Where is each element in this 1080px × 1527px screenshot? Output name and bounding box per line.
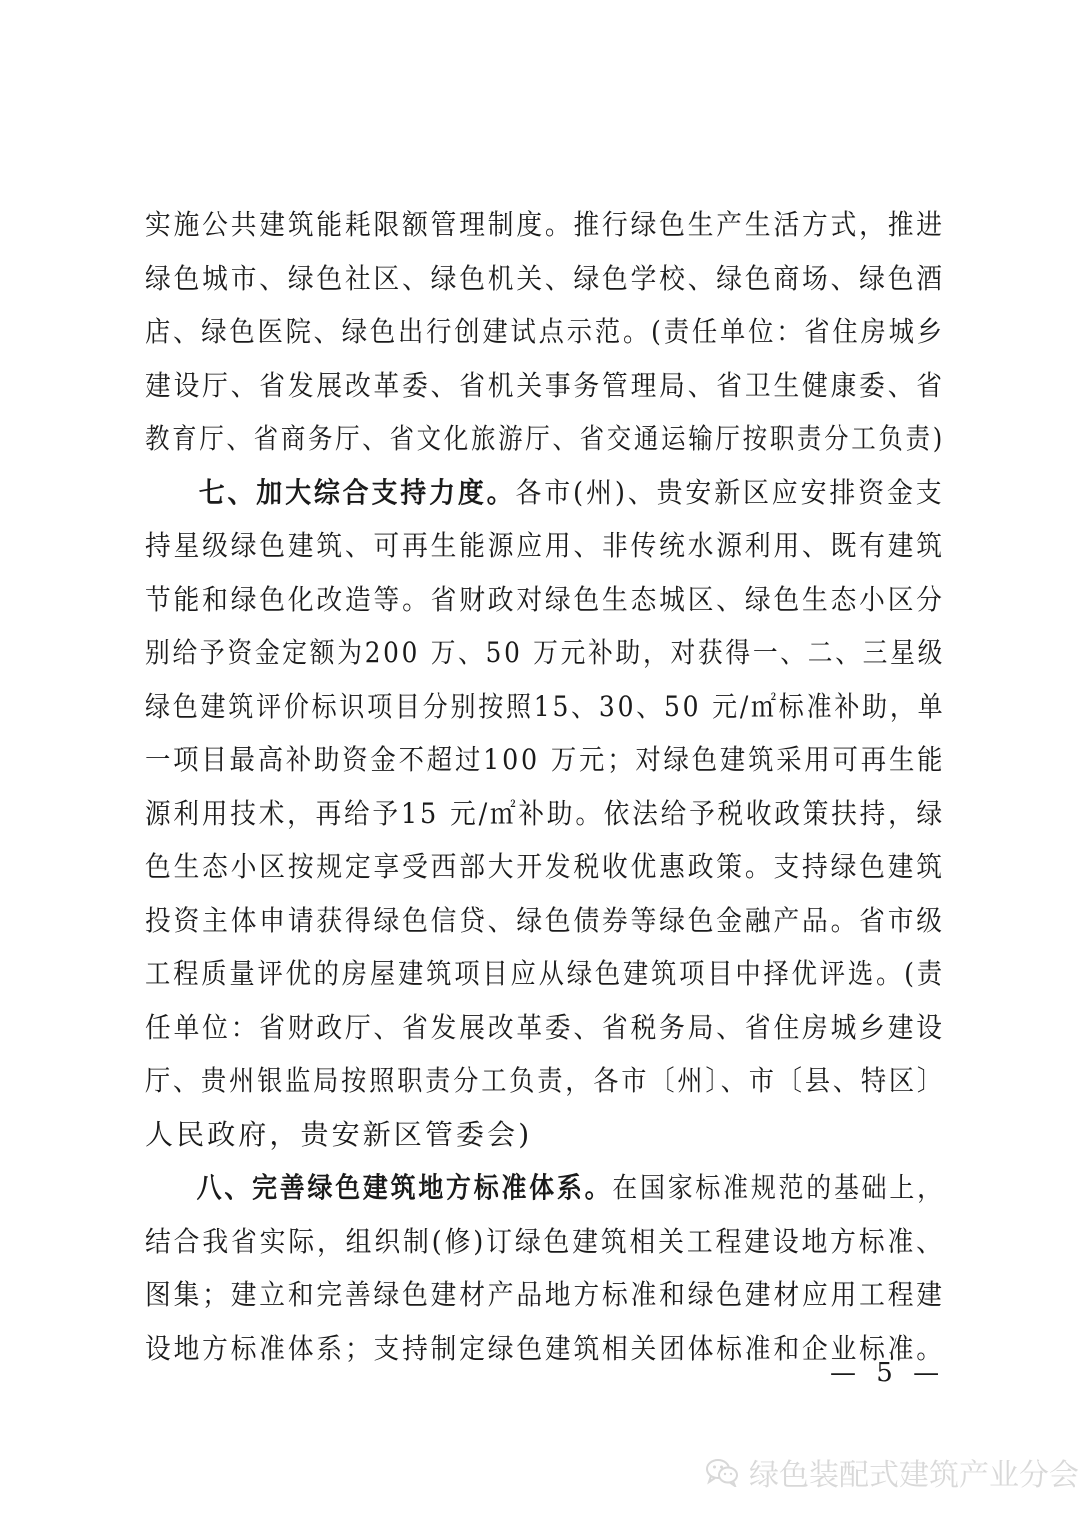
text-segment: 工程质量评优的房屋建筑项目应从绿色建筑项目中择优评选。(责 xyxy=(145,957,945,990)
text-segment: 源利用技术，再给予15 元/㎡补助。依法给予税收政策扶持，绿 xyxy=(145,796,945,830)
text-line xyxy=(145,252,945,306)
page-number: — 5 — xyxy=(830,1358,946,1388)
text-segment: 建设厅、省发展改革委、省机关事务管理局、省卫生健康委、省 xyxy=(145,368,945,402)
text-line xyxy=(145,947,945,1001)
text-line xyxy=(145,359,945,413)
text-line xyxy=(145,198,945,252)
text-segment: 人民政府，贵安新区管委会) xyxy=(145,1117,533,1151)
text-line xyxy=(145,626,946,680)
section-heading: 七、加大综合支持力度。 xyxy=(198,475,516,509)
text-segment: 别给予资金定额为200 万、50 万元补助，对获得一、二、三星级 xyxy=(145,636,946,669)
text-line xyxy=(145,840,945,894)
text-segment: 持星级绿色建筑、可再生能源应用、非传统水源利用、既有建筑 xyxy=(145,529,945,562)
text-segment: 在国家标准规范的基础上， xyxy=(612,1171,945,1204)
text-line xyxy=(145,1001,945,1055)
text-line xyxy=(145,1215,945,1269)
text-line xyxy=(145,305,945,359)
text-line xyxy=(145,519,945,573)
paragraph-heading-line xyxy=(145,1161,945,1215)
text-line xyxy=(145,894,945,948)
text-line xyxy=(145,412,945,466)
document-body xyxy=(145,198,945,1375)
text-line xyxy=(145,733,946,787)
paragraph-heading-line xyxy=(145,466,945,520)
watermark-text: 绿色装配式建筑产业分会 xyxy=(749,1458,1079,1493)
text-segment: 结合我省实际，组织制(修)订绿色建筑相关工程建设地方标准、 xyxy=(145,1224,945,1258)
text-line xyxy=(145,680,946,734)
text-line xyxy=(145,1322,945,1376)
text-segment: 一项目最高补助资金不超过100 万元；对绿色建筑采用可再生能 xyxy=(145,743,946,776)
text-segment: 厅、贵州银监局按照职责分工负责，各市〔州〕、市〔县、特区〕 xyxy=(145,1064,945,1097)
text-segment: 投资主体申请获得绿色信贷、绿色债券等绿色金融产品。省市级 xyxy=(145,903,945,937)
text-segment: 各市(州)、贵安新区应安排资金支 xyxy=(515,475,945,509)
watermark xyxy=(705,1450,1079,1494)
text-line xyxy=(145,1268,945,1322)
text-segment: 绿色城市、绿色社区、绿色机关、绿色学校、绿色商场、绿色酒 xyxy=(145,261,945,295)
text-segment: 节能和绿色化改造等。省财政对绿色生态城区、绿色生态小区分 xyxy=(145,582,945,616)
text-segment: 设地方标准体系；支持制定绿色建筑相关团体标准和企业标准。 xyxy=(145,1331,945,1365)
text-segment: 实施公共建筑能耗限额管理制度。推行绿色生产生活方式，推进 xyxy=(145,208,945,241)
section-heading: 八、完善绿色建筑地方标准体系。 xyxy=(196,1171,613,1204)
text-line xyxy=(145,787,945,841)
text-segment: 绿色建筑评价标识项目分别按照15、30、50 元/㎡标准补助，单 xyxy=(145,689,946,723)
text-line xyxy=(145,573,945,627)
wechat-icon xyxy=(705,1457,739,1487)
text-segment: 色生态小区按规定享受西部大开发税收优惠政策。支持绿色建筑 xyxy=(145,850,945,883)
text-line xyxy=(145,1108,945,1162)
text-segment: 任单位：省财政厅、省发展改革委、省税务局、省住房城乡建设 xyxy=(145,1010,945,1044)
text-line xyxy=(145,1054,945,1108)
text-segment: 店、绿色医院、绿色出行创建试点示范。(责任单位：省住房城乡 xyxy=(145,315,945,348)
text-segment: 图集；建立和完善绿色建材产品地方标准和绿色建材应用工程建 xyxy=(145,1278,945,1311)
text-segment: 教育厅、省商务厅、省文化旅游厅、省交通运输厅按职责分工负责) xyxy=(145,422,945,455)
